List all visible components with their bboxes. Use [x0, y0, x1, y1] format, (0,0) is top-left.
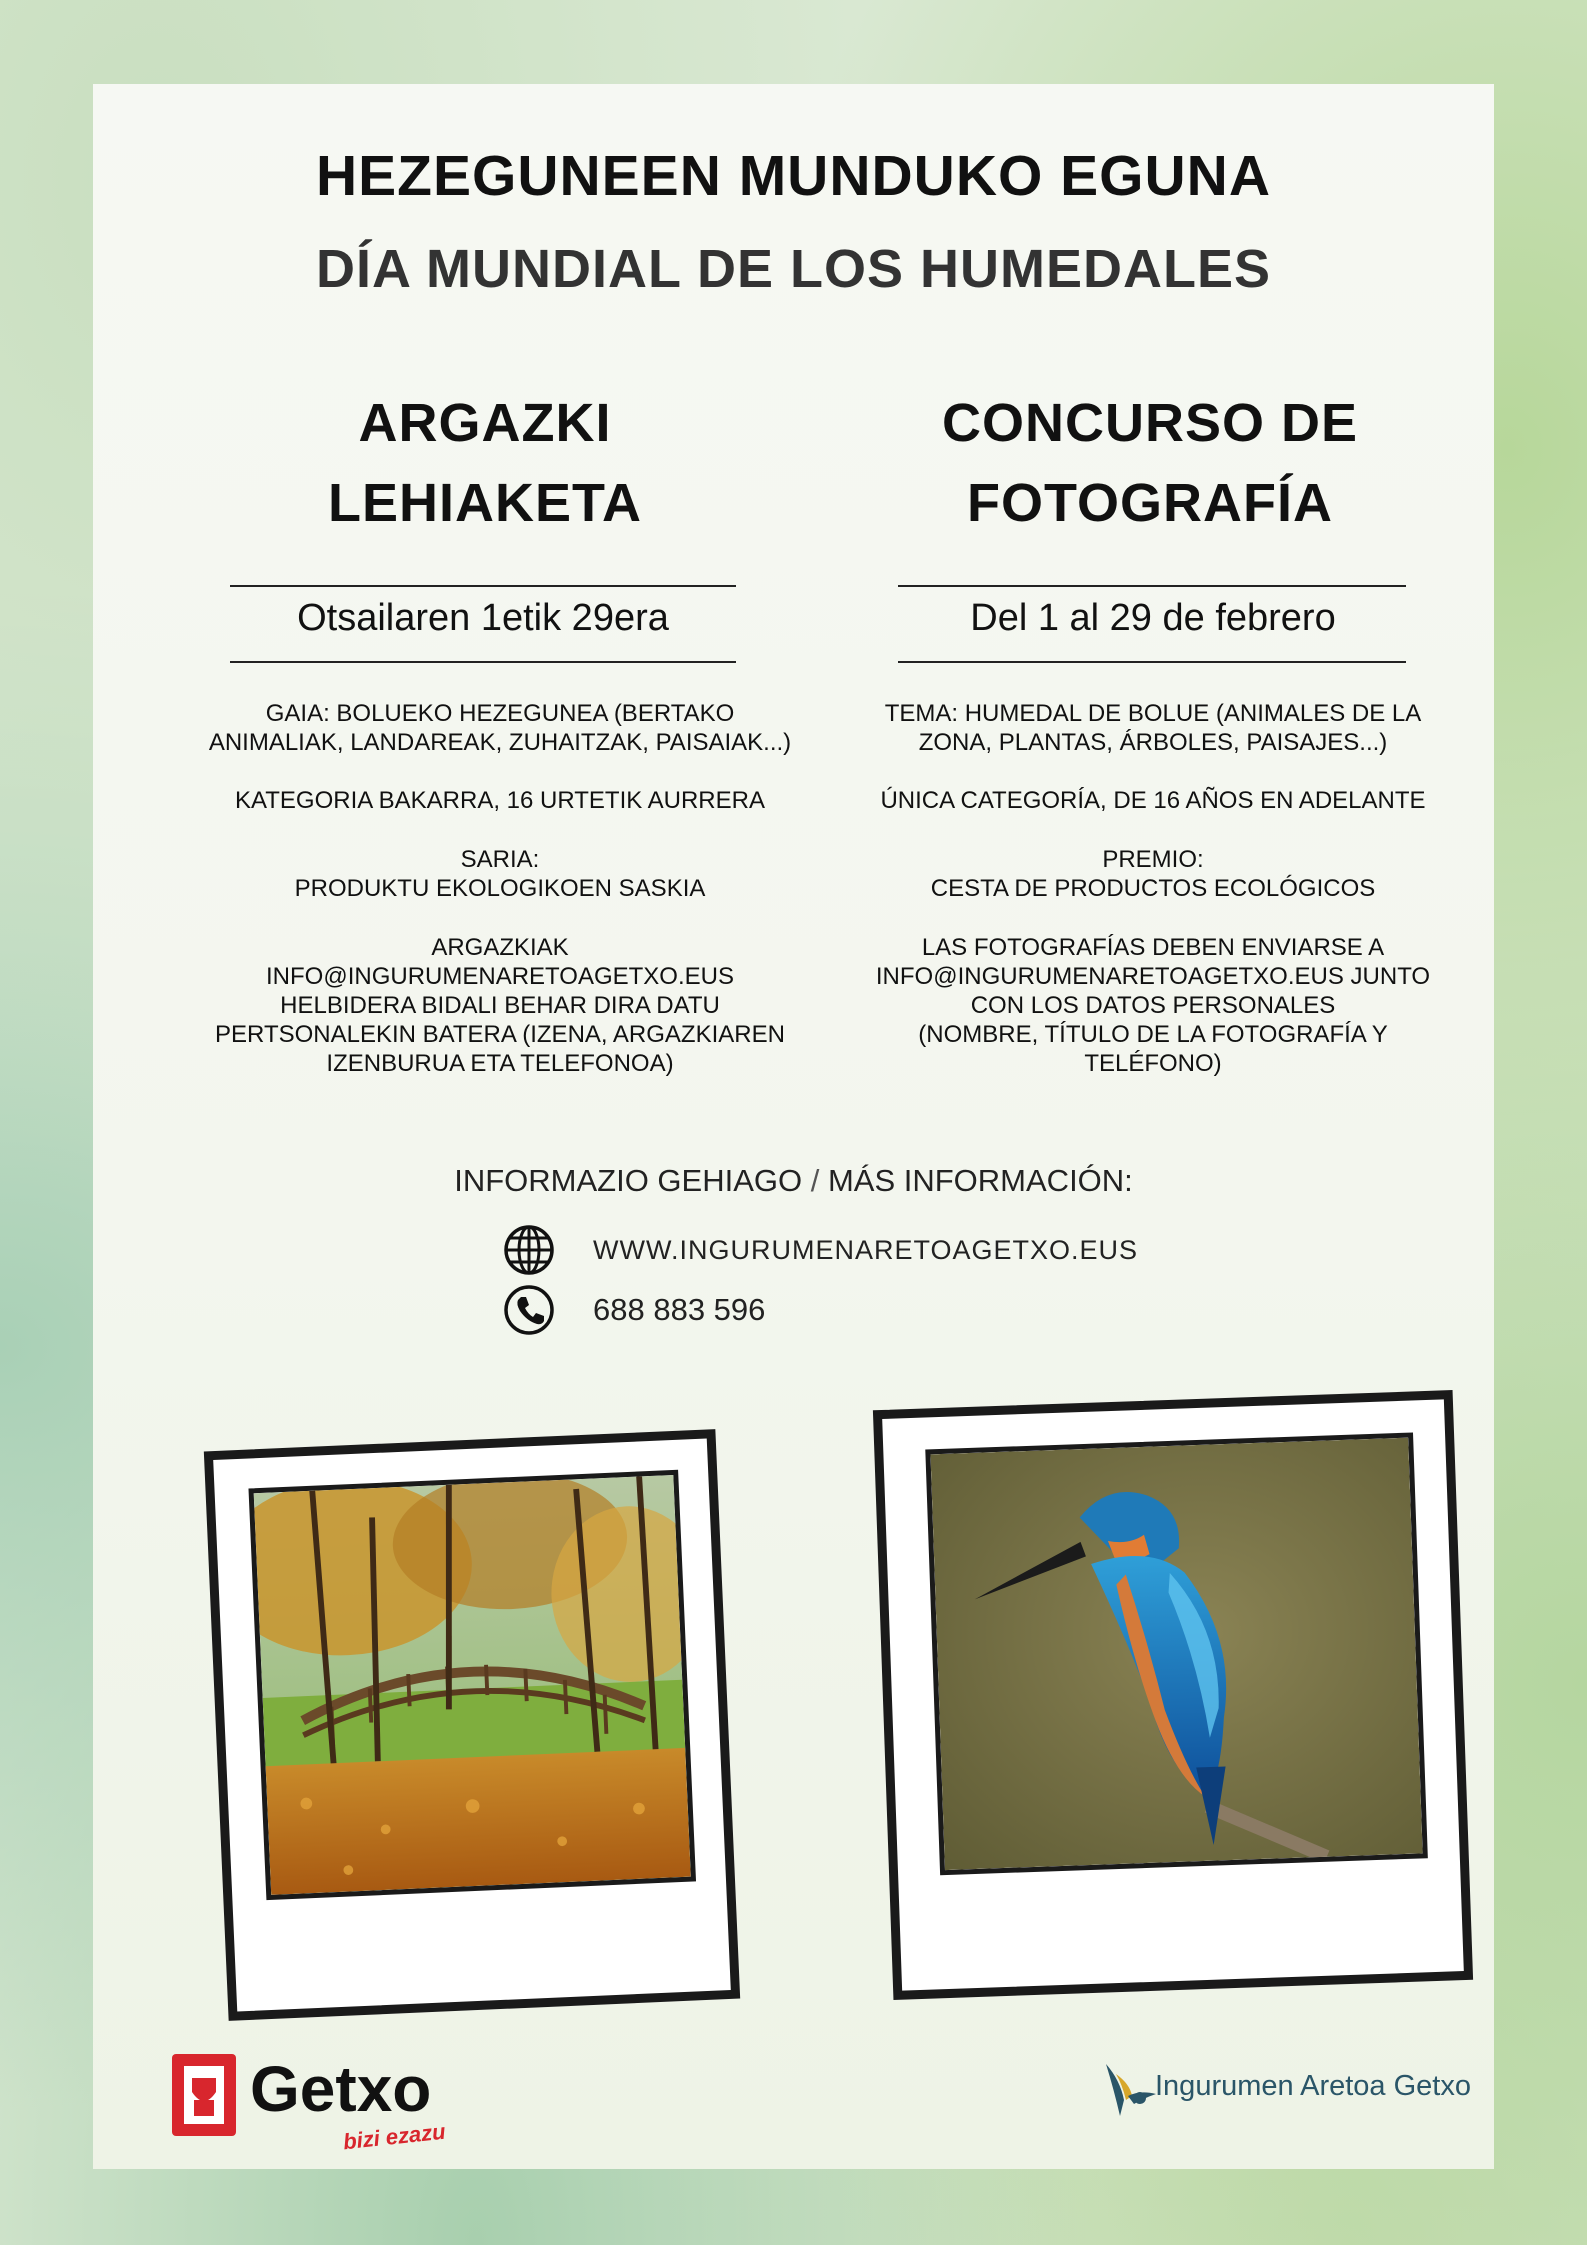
hummingbird-icon: [1100, 2060, 1160, 2120]
right-heading-line2: FOTOGRAFÍA: [967, 473, 1333, 533]
right-theme: TEMA: HUMEDAL DE BOLUE (ANIMALES DE LA ZONA, PLANTAS, ÁRBOLES, PAISAJES...): [884, 700, 1422, 756]
more-info-label-es: MÁS INFORMACIÓN:: [827, 1163, 1133, 1198]
kingfisher-photo: [925, 1432, 1428, 1875]
phone-number[interactable]: 688 883 596: [593, 1292, 766, 1327]
page-title: HEZEGUNEEN MUNDUKO EGUNA: [315, 144, 1272, 208]
right-category: ÚNICA CATEGORÍA, DE 16 AÑOS EN ADELANTE: [880, 787, 1426, 814]
right-prize: PREMIO: CESTA DE PRODUCTOS ECOLÓGICOS: [930, 846, 1376, 902]
more-info-label-eu: INFORMAZIO GEHIAGO: [454, 1163, 803, 1198]
getxo-logo-text: Getxo: [250, 2053, 432, 2125]
page-subtitle: DÍA MUNDIAL DE LOS HUMEDALES: [315, 239, 1272, 299]
polaroid-frame-left: [204, 1429, 740, 2021]
more-info-heading: [93, 1163, 1494, 1199]
right-submission: LAS FOTOGRAFÍAS DEBEN ENVIARSE A INFO@INGURUMENARETOAGETXO.EUS JUNTO CON LOS DATOS PERSONALES (NOMBRE, TÍTULO DE LA FOTOGRAFÍA Y TELÉFONO): [875, 934, 1431, 1077]
right-date: Del 1 al 29 de febrero: [970, 597, 1336, 639]
phone-row[interactable]: [503, 1284, 765, 1336]
phone-icon: [503, 1284, 555, 1336]
right-rule-bottom: [898, 661, 1406, 663]
left-rule-bottom: [230, 661, 736, 663]
website-row[interactable]: [503, 1224, 1138, 1276]
autumn-bridge-photo: [248, 1470, 696, 1900]
right-heading-line1: CONCURSO DE: [941, 393, 1359, 453]
globe-icon: [503, 1224, 555, 1276]
left-theme: GAIA: BOLUEKO HEZEGUNEA (BERTAKO ANIMALIAK, LANDAREAK, ZUHAITZAK, PAISAIAK...): [208, 700, 792, 756]
left-submission: ARGAZKIAK INFO@INGURUMENARETOAGETXO.EUS HELBIDERA BIDALI BEHAR DIRA DATU PERTSONALEKIN BATERA (IZENA, ARGAZKIAREN IZENBURUA ETA TELEFONOA): [215, 934, 785, 1077]
ingurumen-logo-text: Ingurumen Aretoa Getxo: [1155, 2070, 1471, 2102]
left-heading-line2: LEHIAKETA: [328, 473, 642, 533]
polaroid-frame-right: [873, 1390, 1473, 2000]
getxo-slogan: bizi ezazu: [341, 2118, 447, 2155]
more-info-separator: /: [802, 1163, 828, 1198]
right-heading: [890, 383, 1410, 543]
left-prize: SARIA: PRODUKTU EKOLOGIKOEN SASKIA: [294, 846, 706, 902]
left-category: KATEGORIA BAKARRA, 16 URTETIK AURRERA: [235, 787, 765, 814]
getxo-shield-logo: [170, 2052, 238, 2138]
autumn-bridge-image: [254, 1475, 691, 1895]
left-date: Otsailaren 1etik 29era: [297, 597, 669, 639]
website-link[interactable]: WWW.INGURUMENARETOAGETXO.EUS: [593, 1234, 1139, 1265]
left-heading-line1: ARGAZKI: [358, 393, 612, 453]
left-rule-top: [230, 585, 736, 587]
right-rule-top: [898, 585, 1406, 587]
kingfisher-image: [930, 1438, 1422, 1870]
left-heading: [230, 383, 740, 543]
